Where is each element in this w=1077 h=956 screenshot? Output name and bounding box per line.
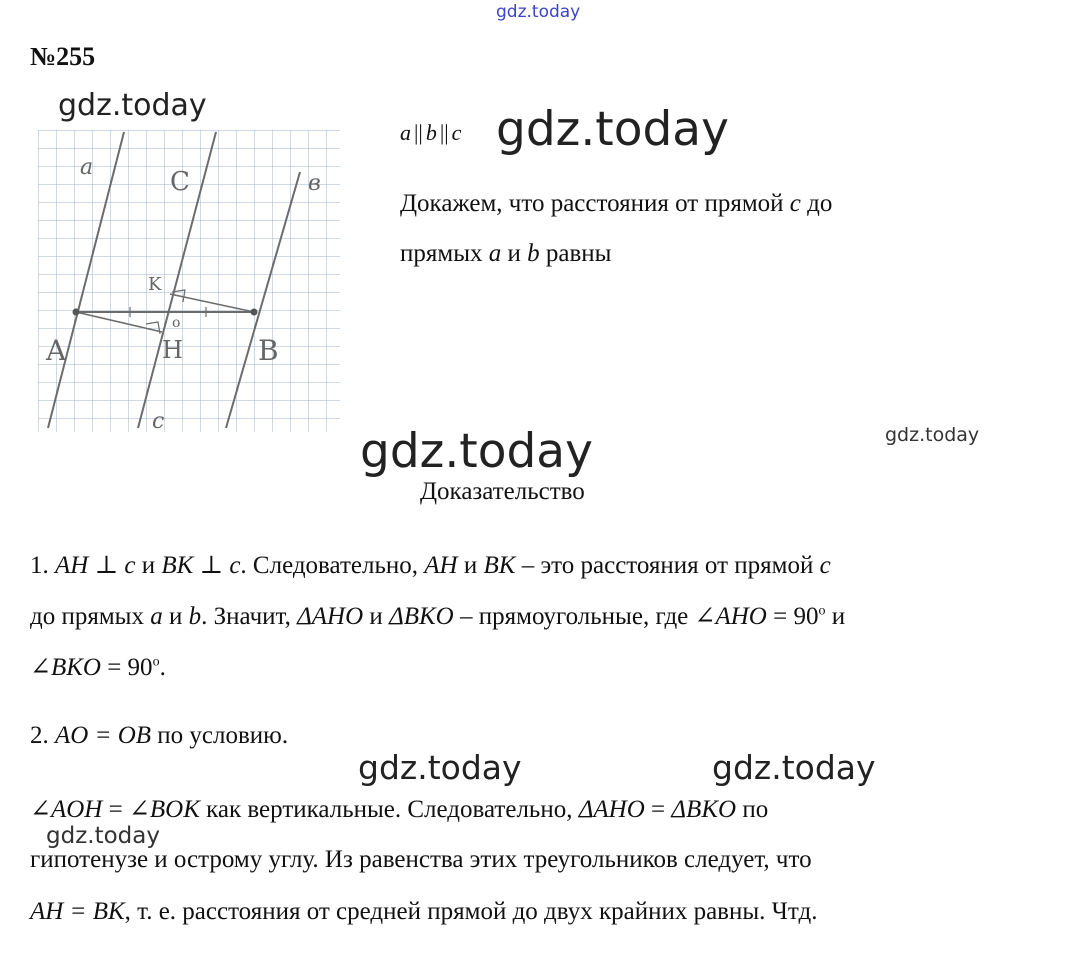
degree-sign: о [152, 654, 160, 670]
step-number: 2. [30, 722, 55, 749]
label-O: o [172, 315, 181, 331]
angle-BOK: ∠BOK [128, 796, 200, 823]
expr-AH-BK: AH = BK [30, 898, 125, 925]
problem-number: №255 [30, 42, 96, 71]
proof-step1-line3 [30, 652, 166, 682]
text: – это расстояния от прямой [515, 552, 820, 579]
statement-text: до [800, 190, 833, 217]
label-A: A [46, 334, 67, 367]
var-c: c [819, 552, 831, 579]
triangle-BKO: ΔBKO [671, 796, 737, 823]
value-90: = 90 [100, 654, 153, 681]
text: – прямоугольные, где [453, 603, 695, 630]
proof-step2-line3: гипотенузе и острому углу. Из равенства этих треугольников следует, что [30, 846, 812, 873]
parallel-sign-2: || [439, 120, 449, 145]
text: . [159, 654, 166, 681]
triangle-BKO: ΔBKO [389, 603, 454, 630]
label-H: H [162, 336, 183, 364]
text: . Следовательно, [240, 552, 425, 579]
statement-var-b: b [527, 240, 540, 267]
conj: и [457, 552, 484, 579]
seg-AH: AH [424, 552, 458, 579]
statement-text: и [501, 240, 528, 267]
parallel-sign-1: || [414, 120, 423, 145]
equals: = [644, 796, 672, 823]
given-parallel [400, 120, 461, 146]
var-a: a [150, 603, 163, 630]
text: до прямых [30, 603, 151, 630]
text: , т. е. расстояния от средней прямой до двух крайних равны. Чтд. [124, 898, 818, 925]
proof-step1-line1 [30, 550, 831, 580]
label-B: B [258, 334, 279, 367]
perp-sign: ⊥ [193, 552, 230, 579]
proof-step2-line2 [30, 794, 768, 824]
statement-text: прямых [400, 240, 489, 267]
equals: = [102, 796, 129, 823]
label-K: K [148, 274, 162, 295]
angle-AOH: ∠AOH [30, 796, 103, 823]
proof-title: Доказательство [420, 478, 585, 505]
var-c: c [229, 552, 241, 579]
point-B [251, 309, 258, 316]
var-b: b [188, 603, 202, 630]
step-number: 1. [30, 552, 55, 579]
expr-AO-OB: AO = OB [55, 722, 152, 749]
seg-AH: AH [55, 552, 89, 579]
angle-AHO: ∠AHO [694, 603, 767, 630]
watermark-given: gdz.today [496, 102, 729, 157]
geometry-figure [38, 130, 340, 432]
proof-step1-line2 [30, 601, 845, 631]
statement-line-2 [400, 240, 611, 268]
given-c: c [451, 120, 462, 145]
watermark-figure: gdz.today [58, 88, 207, 123]
given-a: a [400, 120, 411, 145]
given-b: b [425, 120, 437, 145]
statement-line-1 [400, 190, 832, 218]
proof-step2-line1 [30, 722, 288, 750]
watermark-bottom-left: gdz.today [46, 823, 160, 849]
perp-sign: ⊥ [88, 552, 125, 579]
label-a: a [80, 155, 94, 180]
value-90: = 90 [766, 603, 819, 630]
conj: и [825, 603, 846, 630]
watermark-mid-left: gdz.today [358, 748, 522, 787]
angle-BKO: ∠BKO [30, 654, 101, 681]
statement-text: Докажем, что расстояния от прямой [400, 190, 790, 217]
degree-sign: о [818, 603, 826, 619]
conj: и [135, 552, 162, 579]
watermark-mid-right: gdz.today [712, 748, 876, 787]
point-A [73, 309, 80, 316]
seg-BK: BK [161, 552, 194, 579]
conj: и [363, 603, 390, 630]
text: по [736, 796, 769, 823]
watermark-center: gdz.today [360, 424, 593, 479]
text: по условию. [151, 722, 289, 749]
triangle-AHO: ΔAHO [578, 796, 645, 823]
text: как вертикальные. Следовательно, [199, 796, 579, 823]
statement-var-a: a [488, 240, 502, 267]
watermark-right-small: gdz.today [885, 424, 980, 446]
label-c-top: C [170, 167, 190, 197]
text: . Значит, [201, 603, 298, 630]
watermark-top: gdz.today [496, 2, 581, 22]
triangle-AHO: ΔAHO [297, 603, 364, 630]
label-c-bottom: c [152, 409, 165, 432]
seg-BK: BK [483, 552, 516, 579]
statement-text: равны [539, 240, 612, 267]
statement-var-c: c [789, 190, 801, 217]
label-b: в [308, 171, 321, 196]
var-c: c [124, 552, 136, 579]
proof-step2-line4 [30, 898, 817, 926]
conj: и [162, 603, 189, 630]
